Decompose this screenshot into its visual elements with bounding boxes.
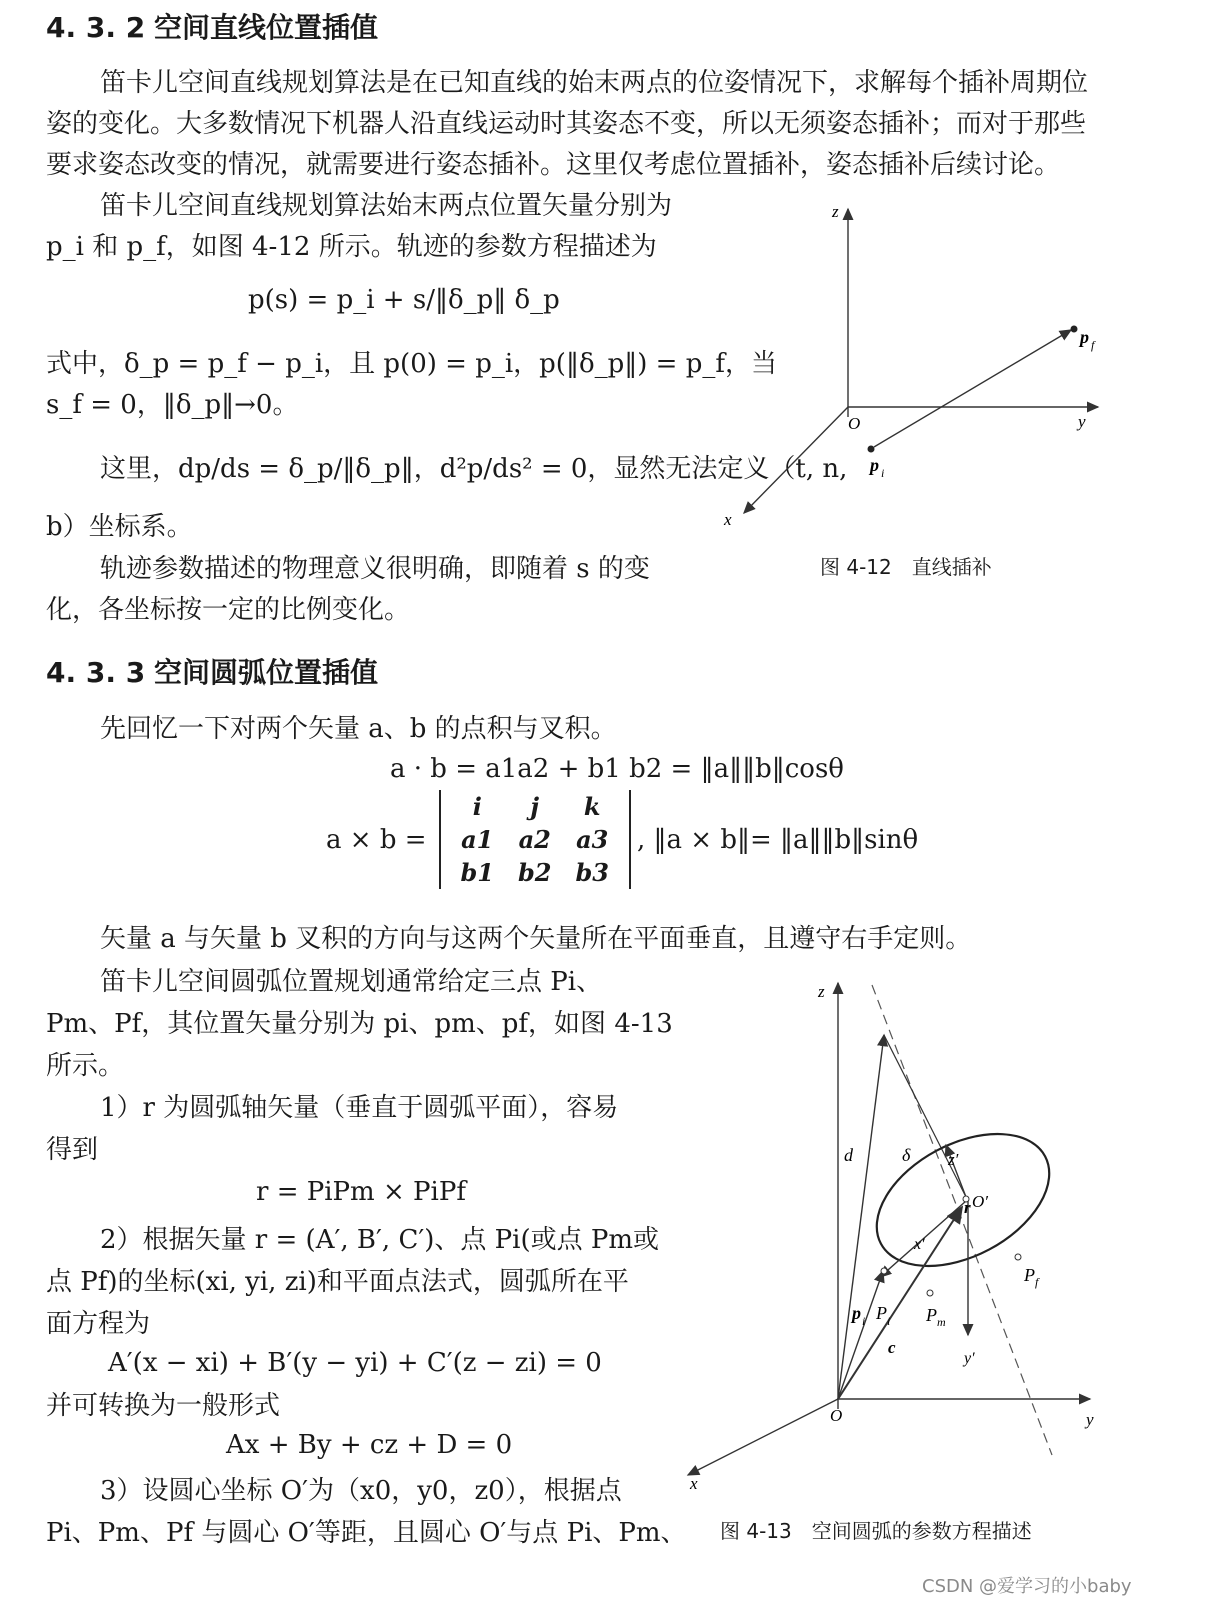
x-label: x <box>690 1474 698 1493</box>
paragraph-line: b）坐标系。 <box>46 512 193 542</box>
r-label: r <box>964 1198 971 1217</box>
trajectory-line <box>874 330 1071 447</box>
paragraph-line: 轨迹参数描述的物理意义很明确，即随着 s 的变 <box>100 554 650 584</box>
pi-pt-sub: i <box>887 1314 891 1328</box>
pi-pt-label: P <box>876 1303 887 1323</box>
cross-product-equation <box>326 790 918 889</box>
paragraph-line: 笛卡儿空间直线规划算法始末两点位置矢量分别为 <box>100 191 673 221</box>
section-number: 4. 3. 3 <box>46 656 146 689</box>
y-prime-label: y′ <box>964 1350 975 1367</box>
point-pi <box>881 1268 887 1274</box>
z-label: z <box>818 982 825 1001</box>
paragraph-line: 所示。 <box>46 1051 125 1081</box>
pi-vec-label: p <box>852 1303 861 1323</box>
point-pi <box>868 446 875 453</box>
paragraph-line: s_f = 0，‖δ_p‖→0。 <box>46 390 299 420</box>
pi-vec-sub: i <box>862 1314 866 1328</box>
paragraph-line: 1）r 为圆弧轴矢量（垂直于圆弧平面），容易 <box>100 1093 619 1123</box>
dot-product-equation: a · b = a1a2 + b1 b2 = ‖a‖‖b‖cosθ <box>390 754 844 784</box>
det-cell: a1 <box>461 825 494 854</box>
watermark: CSDN @爱学习的小baby <box>922 1576 1132 1597</box>
det-cell: i <box>472 792 482 821</box>
point-pm <box>927 1290 933 1296</box>
section-heading-4-3-3 <box>46 651 378 691</box>
vector-pi <box>838 1271 883 1399</box>
dashed-guide-line <box>872 985 1052 1455</box>
paragraph-line: 矢量 a 与矢量 b 叉积的方向与这两个矢量所在平面垂直，且遵守右手定则。 <box>100 924 972 954</box>
cross-lhs: a × b = <box>326 824 427 855</box>
x-prime-label: x′ <box>914 1236 925 1253</box>
origin-label: O <box>848 414 861 433</box>
section-heading-4-3-2 <box>46 6 378 46</box>
delta-label: δ <box>902 1145 911 1165</box>
paragraph-line: 点 Pf)的坐标(xi, yi, zi)和平面点法式，圆弧所在平 <box>46 1267 629 1297</box>
pm-label: P <box>926 1305 937 1325</box>
det-cell: b3 <box>575 858 609 887</box>
det-cell: j <box>530 792 540 821</box>
x-label: x <box>724 510 732 529</box>
section-title: 空间直线位置插值 <box>154 11 379 44</box>
trajectory-equation: p(s) = p_i + s/‖δ_p‖ δ_p <box>248 285 560 315</box>
figure-caption-4-13: 图 4-13 空间圆弧的参数方程描述 <box>720 1519 1032 1543</box>
pi-sub: i <box>881 466 885 480</box>
paragraph-line: 姿的变化。大多数情况下机器人沿直线运动时其姿态不变，所以无须姿态插补；而对于那些 <box>46 109 1087 139</box>
paragraph-line: 笛卡儿空间直线规划算法是在已知直线的始末两点的位姿情况下，求解每个插补周期位 <box>100 68 1089 98</box>
paragraph-line: 2）根据矢量 r = (A′, B′, C′)、点 Pi(或点 Pm或 <box>100 1225 660 1255</box>
plane-equation: A′(x − xi) + B′(y − yi) + C′(z − zi) = 0 <box>108 1348 602 1378</box>
section-number: 4. 3. 2 <box>46 11 146 44</box>
paragraph-line: 得到 <box>46 1135 99 1165</box>
delta-line <box>884 1035 966 1197</box>
point-pf <box>1071 326 1078 333</box>
general-plane-equation: Ax + By + cz + D = 0 <box>226 1430 513 1460</box>
pf-sub: f <box>1035 1275 1039 1289</box>
derivative-equation: 这里，dp/ds = δ_p/‖δ_p‖，d²p/ds² = 0，显然无法定义（t, n, <box>100 454 848 484</box>
paragraph-line: 要求姿态改变的情况，就需要进行姿态插补。这里仅考虑位置插补，姿态插补后续讨论。 <box>46 150 1061 180</box>
x-axis <box>688 1399 838 1475</box>
determinant <box>439 790 631 889</box>
paragraph-line: 面方程为 <box>46 1309 151 1339</box>
o-prime-label: O′ <box>972 1192 988 1211</box>
axis-vector-equation: r = PiPm × PiPf <box>256 1177 466 1207</box>
y-label: y <box>1086 1410 1094 1429</box>
origin-label: O <box>830 1406 843 1425</box>
figure-4-12-line-interpolation <box>720 195 1160 535</box>
paragraph-line: 先回忆一下对两个矢量 a、b 的点积与叉积。 <box>100 714 617 744</box>
paragraph-line: 化，各坐标按一定的比例变化。 <box>46 595 411 625</box>
pf-label: p <box>1080 327 1089 347</box>
z-prime-label: z′ <box>948 1150 959 1169</box>
paragraph-line: Pi、Pm、Pf 与圆心 O′等距，且圆心 O′与点 Pi、Pm、 <box>46 1518 687 1548</box>
paragraph-line: 并可转换为一般形式 <box>46 1391 281 1421</box>
paragraph-line: 式中，δ_p = p_f − p_i，且 p(0) = p_i，p(‖δ_p‖) = p_f，当 <box>46 349 777 379</box>
z-label: z <box>832 202 839 221</box>
det-cell: a3 <box>576 825 609 854</box>
pm-sub: m <box>937 1315 946 1329</box>
det-cell: b1 <box>460 858 494 887</box>
det-cell: b2 <box>518 858 552 887</box>
figure-caption-4-12: 图 4-12 直线插补 <box>820 555 992 579</box>
c-label: c <box>888 1338 896 1357</box>
paragraph-line: 笛卡儿空间圆弧位置规划通常给定三点 Pi、 <box>100 967 603 997</box>
paragraph-line: Pm、Pf，其位置矢量分别为 pi、pm、pf，如图 4-13 <box>46 1009 673 1039</box>
section-title: 空间圆弧位置插值 <box>154 656 379 689</box>
pf-sub: f <box>1091 338 1095 352</box>
point-pf <box>1015 1254 1021 1260</box>
det-cell: k <box>583 792 601 821</box>
y-label: y <box>1078 412 1086 431</box>
paragraph-line: p_i 和 p_f，如图 4-12 所示。轨迹的参数方程描述为 <box>46 232 657 262</box>
pi-label: p <box>870 455 879 475</box>
cross-rhs: , ‖a × b‖= ‖a‖‖b‖sinθ <box>636 824 919 855</box>
pf-label: P <box>1024 1265 1035 1285</box>
x-axis <box>744 407 848 513</box>
paragraph-line: 3）设圆心坐标 O′为（x0，y0，z0），根据点 <box>100 1476 622 1506</box>
figure-4-13-spatial-arc <box>680 975 1120 1505</box>
det-cell: a2 <box>518 825 551 854</box>
d-label: d <box>844 1145 853 1165</box>
